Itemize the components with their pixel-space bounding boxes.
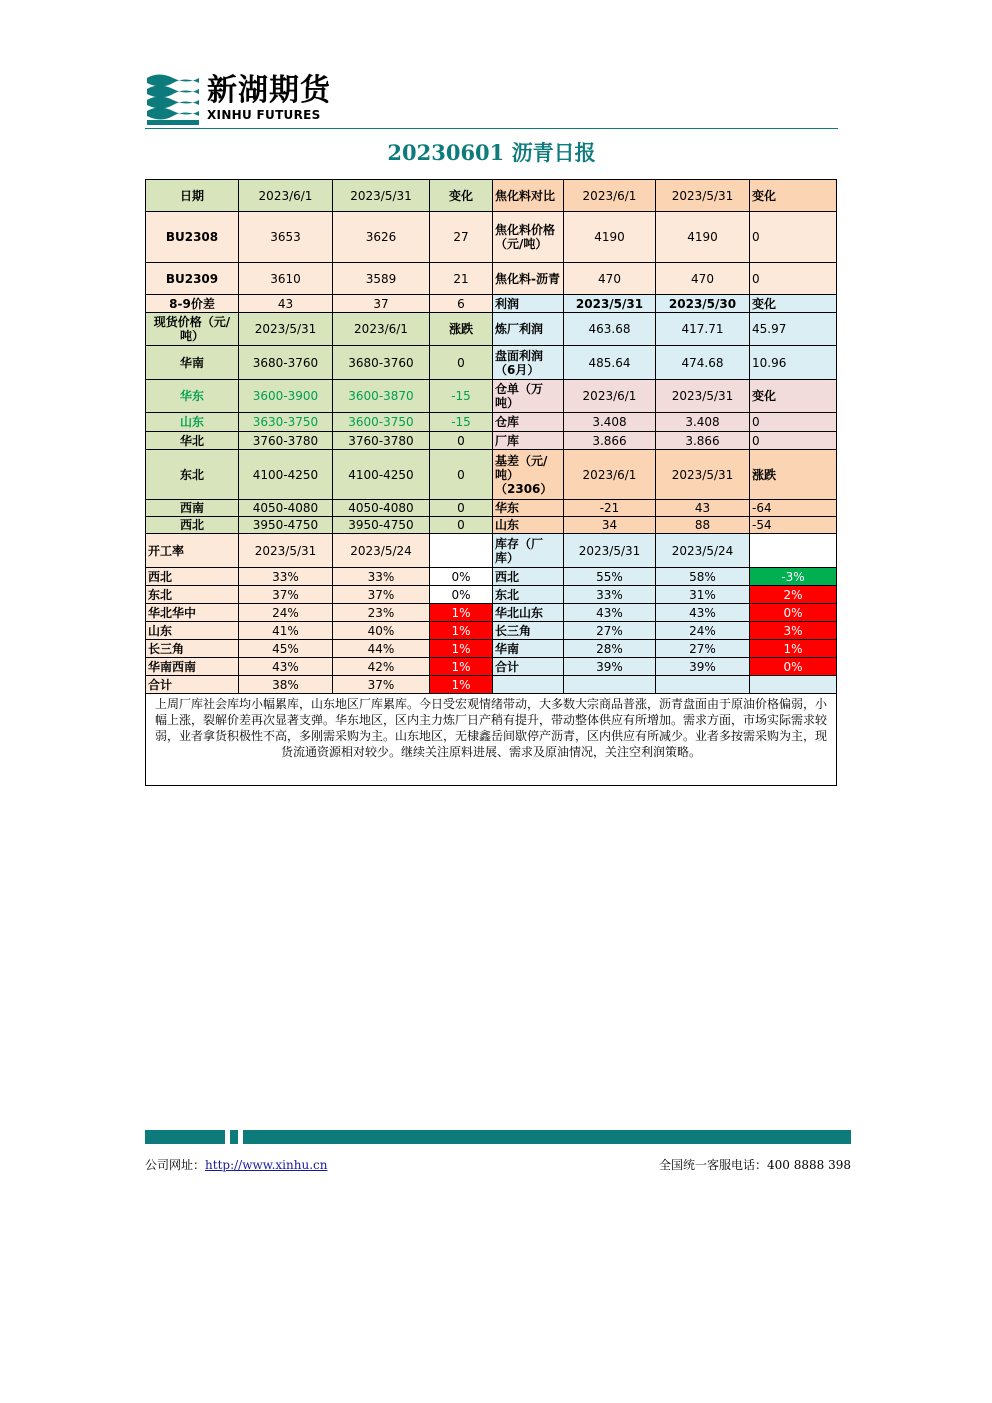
table-cell: 华东 — [493, 500, 564, 517]
table-row — [146, 622, 837, 640]
table-cell: 2023/5/24 — [333, 534, 430, 568]
table-cell: 2023/5/24 — [656, 534, 750, 568]
table-cell: 1% — [430, 658, 493, 676]
table-cell: 日期 — [146, 180, 239, 212]
table-cell: 3600-3900 — [239, 380, 333, 413]
table-row — [146, 295, 837, 313]
table-cell: 焦化料对比 — [493, 180, 564, 212]
table-cell: 东北 — [146, 450, 239, 500]
table-cell: 0 — [750, 413, 837, 432]
table-cell: 44% — [333, 640, 430, 658]
table-cell: -15 — [430, 380, 493, 413]
table-cell: 3680-3760 — [333, 346, 430, 380]
table-cell: 2023/5/31 — [656, 450, 750, 500]
table-cell: 山东 — [493, 517, 564, 534]
table-cell: 山东 — [146, 622, 239, 640]
table-cell: 4190 — [656, 212, 750, 263]
table-cell: 厂库 — [493, 432, 564, 450]
table-cell: 仓单（万吨） — [493, 380, 564, 413]
table-cell: -54 — [750, 517, 837, 534]
table-cell: 2023/6/1 — [333, 313, 430, 346]
table-cell: 2023/6/1 — [239, 180, 333, 212]
table-cell: 42% — [333, 658, 430, 676]
table-cell: 开工率 — [146, 534, 239, 568]
table-cell: 33% — [333, 568, 430, 586]
table-row — [146, 676, 837, 694]
table-cell: 1% — [430, 622, 493, 640]
table-cell: 21 — [430, 263, 493, 295]
footer-website — [145, 1156, 327, 1173]
table-cell: 变化 — [750, 180, 837, 212]
table-cell — [564, 676, 656, 694]
table-cell: 43 — [239, 295, 333, 313]
table-cell: 库存（厂库） — [493, 534, 564, 568]
table-cell: 华北山东 — [493, 604, 564, 622]
table-cell: 43% — [564, 604, 656, 622]
table-cell: 2% — [750, 586, 837, 604]
table-cell: 华北华中 — [146, 604, 239, 622]
table-cell: 0% — [750, 658, 837, 676]
table-cell: 45% — [239, 640, 333, 658]
table-cell: 华南西南 — [146, 658, 239, 676]
brand-name-cn: 新湖期货 — [207, 73, 331, 108]
table-cell: 0% — [750, 604, 837, 622]
table-cell: 31% — [656, 586, 750, 604]
table-row — [146, 640, 837, 658]
header-divider — [145, 128, 838, 129]
table-cell: 33% — [239, 568, 333, 586]
table-row — [146, 586, 837, 604]
table-cell: 长三角 — [493, 622, 564, 640]
table-cell: 485.64 — [564, 346, 656, 380]
table-cell: 27 — [430, 212, 493, 263]
table-cell: 0 — [430, 432, 493, 450]
table-cell: 470 — [656, 263, 750, 295]
table-cell: 华南 — [493, 640, 564, 658]
table-cell: 3% — [750, 622, 837, 640]
table-row — [146, 180, 837, 212]
table-cell: 西北 — [493, 568, 564, 586]
table-cell: 利润 — [493, 295, 564, 313]
table-cell: 变化 — [750, 295, 837, 313]
table-cell — [430, 534, 493, 568]
table-cell: 3.408 — [564, 413, 656, 432]
table-cell: 40% — [333, 622, 430, 640]
table-cell: 3760-3780 — [333, 432, 430, 450]
table-cell: 焦化料-沥青 — [493, 263, 564, 295]
table-row — [146, 413, 837, 432]
website-label: 公司网址： — [145, 1158, 206, 1172]
footer-bar — [145, 1130, 851, 1144]
table-cell — [750, 534, 837, 568]
table-cell: 0 — [430, 346, 493, 380]
table-cell: 2023/6/1 — [564, 450, 656, 500]
table-row — [146, 432, 837, 450]
table-cell: 长三角 — [146, 640, 239, 658]
table-cell: 0% — [430, 568, 493, 586]
table-cell: 3.866 — [564, 432, 656, 450]
table-cell: 1% — [430, 640, 493, 658]
table-row — [146, 517, 837, 534]
table-cell: 3610 — [239, 263, 333, 295]
table-cell: 27% — [564, 622, 656, 640]
table-cell: 37 — [333, 295, 430, 313]
table-row — [146, 212, 837, 263]
table-cell: 417.71 — [656, 313, 750, 346]
table-cell: 涨跌 — [750, 450, 837, 500]
table-cell: -3% — [750, 568, 837, 586]
table-cell: 463.68 — [564, 313, 656, 346]
table-row — [146, 658, 837, 676]
table-cell: 10.96 — [750, 346, 837, 380]
table-cell: 37% — [239, 586, 333, 604]
table-cell: 基差（元/吨）（2306） — [493, 450, 564, 500]
table-cell: -64 — [750, 500, 837, 517]
table-cell: 3626 — [333, 212, 430, 263]
table-cell: 西南 — [146, 500, 239, 517]
table-cell: 3680-3760 — [239, 346, 333, 380]
table-cell: 2023/5/30 — [656, 295, 750, 313]
table-cell: 3600-3870 — [333, 380, 430, 413]
asphalt-daily-table — [145, 179, 837, 786]
table-cell: 8-9价差 — [146, 295, 239, 313]
table-cell: 2023/5/31 — [239, 534, 333, 568]
table-cell: 33% — [564, 586, 656, 604]
table-cell: 1% — [430, 676, 493, 694]
table-cell: 39% — [656, 658, 750, 676]
table-cell: 43% — [656, 604, 750, 622]
table-cell: 6 — [430, 295, 493, 313]
table-cell: 2023/5/31 — [656, 180, 750, 212]
company-logo — [145, 72, 335, 126]
website-link[interactable]: http://www.xinhu.cn — [205, 1158, 328, 1172]
table-row — [146, 450, 837, 500]
table-cell: 0 — [430, 517, 493, 534]
table-row — [146, 534, 837, 568]
table-cell: 合计 — [146, 676, 239, 694]
report-title: 20230601 沥青日报 — [387, 140, 596, 165]
table-cell: 4190 — [564, 212, 656, 263]
table-cell: 58% — [656, 568, 750, 586]
table-cell: 24% — [656, 622, 750, 640]
table-cell: -15 — [430, 413, 493, 432]
table-cell: 4050-4080 — [239, 500, 333, 517]
table-cell: 山东 — [146, 413, 239, 432]
table-cell: 41% — [239, 622, 333, 640]
table-cell: 3950-4750 — [239, 517, 333, 534]
table-cell: 24% — [239, 604, 333, 622]
table-cell: 0 — [430, 450, 493, 500]
table-cell: BU2309 — [146, 263, 239, 295]
market-commentary: 上周厂库社会库均小幅累库，山东地区厂库累库。今日受宏观情绪带动，大多数大宗商品普涨，沥青盘面由于原油价格偏弱，小幅上涨，裂解价差再次显著支弹。华东地区，区内主力炼厂日产稍有提升，带动整体供应有所增加。需求方面，市场实际需求较弱，业者拿货积极性不高，多刚需采购为主。山东地区，无棣鑫岳间歇停产沥青，区内供应有所减少。业者多按需采购为主，现货流通资源相对较少。继续关注原料进展、需求及原油情况，关注空利润策略。 — [146, 694, 837, 786]
table-cell: 43 — [656, 500, 750, 517]
table-cell: 炼厂利润 — [493, 313, 564, 346]
table-cell: 3.866 — [656, 432, 750, 450]
table-cell: 2023/6/1 — [564, 380, 656, 413]
table-cell: 4100-4250 — [333, 450, 430, 500]
table-cell: 东北 — [146, 586, 239, 604]
table-row — [146, 263, 837, 295]
table-cell: 仓库 — [493, 413, 564, 432]
table-cell: 2023/5/31 — [564, 295, 656, 313]
table-cell: 28% — [564, 640, 656, 658]
table-cell: 华南 — [146, 346, 239, 380]
table-cell: 0% — [430, 586, 493, 604]
table-cell: 3.408 — [656, 413, 750, 432]
table-cell: 37% — [333, 676, 430, 694]
table-cell: 3630-3750 — [239, 413, 333, 432]
table-cell: 23% — [333, 604, 430, 622]
table-cell: 38% — [239, 676, 333, 694]
table-row — [146, 604, 837, 622]
table-cell: BU2308 — [146, 212, 239, 263]
table-cell: 45.97 — [750, 313, 837, 346]
table-cell: 2023/5/31 — [239, 313, 333, 346]
table-row — [146, 313, 837, 346]
table-cell: 4100-4250 — [239, 450, 333, 500]
table-cell: 华北 — [146, 432, 239, 450]
table-cell: 88 — [656, 517, 750, 534]
table-cell: 3950-4750 — [333, 517, 430, 534]
table-cell: 2023/5/31 — [564, 534, 656, 568]
table-cell: 3589 — [333, 263, 430, 295]
table-cell: 西北 — [146, 568, 239, 586]
table-cell: 盘面利润（6月） — [493, 346, 564, 380]
table-cell — [656, 676, 750, 694]
footer-hotline: 全国统一客服电话：400 8888 398 — [659, 1158, 851, 1172]
table-cell: 涨跌 — [430, 313, 493, 346]
table-row — [146, 568, 837, 586]
table-row — [146, 380, 837, 413]
table-cell: -21 — [564, 500, 656, 517]
table-cell — [750, 676, 837, 694]
table-cell: 37% — [333, 586, 430, 604]
table-cell: 焦化料价格（元/吨） — [493, 212, 564, 263]
table-cell: 4050-4080 — [333, 500, 430, 517]
brand-name-en: XINHU FUTURES — [207, 108, 321, 122]
table-cell: 2023/5/31 — [656, 380, 750, 413]
table-cell: 东北 — [493, 586, 564, 604]
table-cell: 0 — [750, 263, 837, 295]
table-cell: 现货价格（元/吨） — [146, 313, 239, 346]
table-cell: 0 — [750, 212, 837, 263]
table-cell: 2023/5/31 — [333, 180, 430, 212]
table-cell — [493, 676, 564, 694]
table-row — [146, 346, 837, 380]
table-cell: 474.68 — [656, 346, 750, 380]
table-cell: 43% — [239, 658, 333, 676]
table-cell: 0 — [750, 432, 837, 450]
table-cell: 西北 — [146, 517, 239, 534]
table-cell: 55% — [564, 568, 656, 586]
table-cell: 3600-3750 — [333, 413, 430, 432]
table-cell: 39% — [564, 658, 656, 676]
table-cell: 34 — [564, 517, 656, 534]
table-cell: 27% — [656, 640, 750, 658]
wave-logo-icon — [145, 72, 201, 126]
table-cell: 华东 — [146, 380, 239, 413]
table-row — [146, 500, 837, 517]
table-cell: 变化 — [430, 180, 493, 212]
table-cell: 2023/6/1 — [564, 180, 656, 212]
table-cell: 合计 — [493, 658, 564, 676]
table-cell: 3760-3780 — [239, 432, 333, 450]
table-cell: 变化 — [750, 380, 837, 413]
table-cell: 3653 — [239, 212, 333, 263]
table-cell: 0 — [430, 500, 493, 517]
table-cell: 1% — [430, 604, 493, 622]
table-cell: 470 — [564, 263, 656, 295]
table-cell: 1% — [750, 640, 837, 658]
